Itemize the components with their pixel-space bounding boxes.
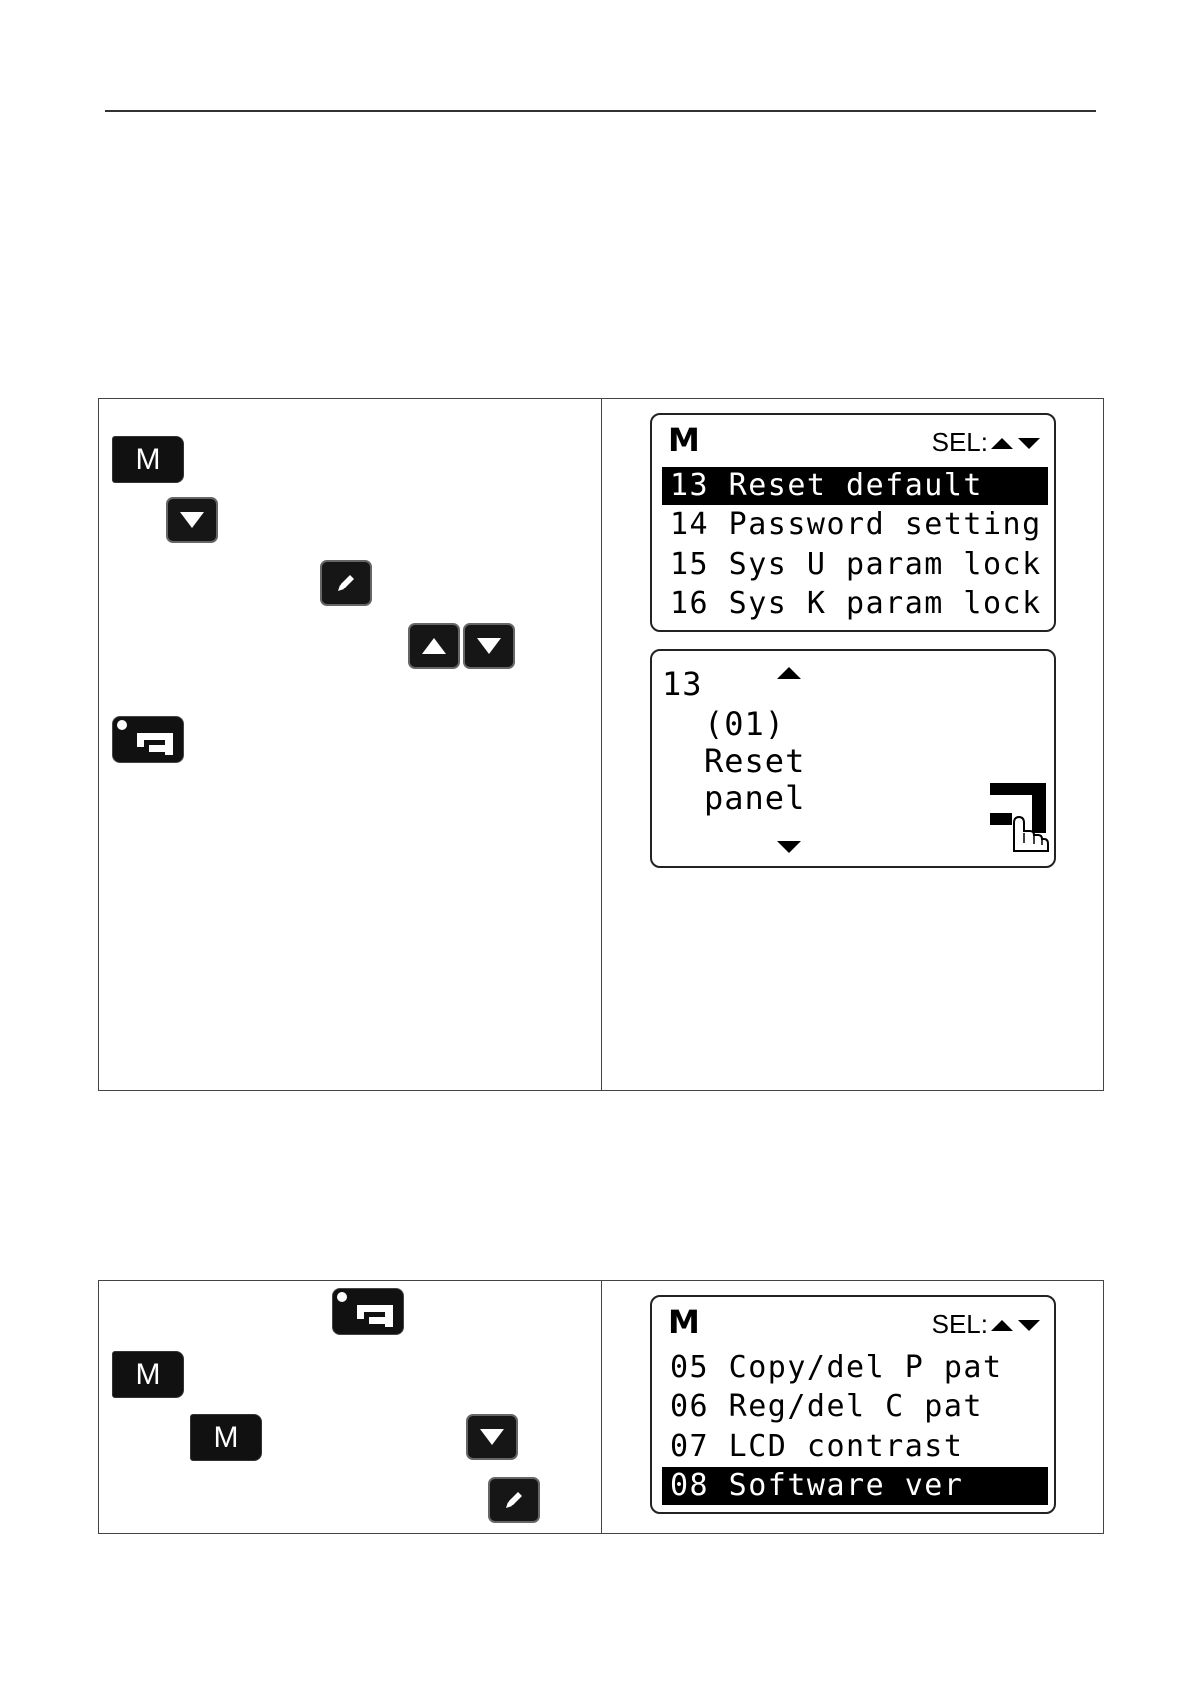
down-arrow-icon bbox=[479, 1427, 505, 1447]
lcd-detail-screen bbox=[650, 649, 1056, 868]
down-key[interactable] bbox=[466, 1414, 518, 1460]
down-arrow-icon bbox=[776, 839, 802, 855]
return-touch-icon[interactable] bbox=[988, 781, 1050, 853]
lcd-menu-screen bbox=[650, 413, 1056, 632]
down-key[interactable] bbox=[463, 623, 515, 669]
menu-row-06[interactable]: 06 Reg/del C pat bbox=[670, 1389, 983, 1424]
sel-label: SEL: bbox=[931, 427, 988, 457]
table-divider bbox=[601, 1281, 602, 1533]
up-down-arrows-icon bbox=[990, 1317, 1042, 1333]
return-icon bbox=[333, 1289, 405, 1336]
return-icon bbox=[113, 717, 185, 764]
header-rule bbox=[105, 110, 1096, 112]
table-divider bbox=[601, 399, 602, 1090]
lcd-menu-screen bbox=[650, 1295, 1056, 1514]
param-desc-line1: Reset bbox=[704, 742, 806, 780]
menu-row-07[interactable]: 07 LCD contrast bbox=[670, 1429, 964, 1464]
param-desc-line2: panel bbox=[704, 779, 806, 817]
down-key[interactable] bbox=[166, 497, 218, 543]
menu-key[interactable]: M bbox=[112, 436, 184, 483]
edit-key[interactable] bbox=[320, 560, 372, 606]
return-key[interactable] bbox=[112, 716, 184, 763]
up-key[interactable] bbox=[408, 623, 460, 669]
param-number: 13 bbox=[662, 665, 703, 703]
up-arrow-icon bbox=[421, 636, 447, 656]
up-down-arrows-icon bbox=[990, 435, 1042, 451]
lcd-sel-indicator bbox=[932, 427, 1042, 458]
menu-key[interactable]: M bbox=[190, 1414, 262, 1461]
menu-row-13[interactable]: 13 Reset default bbox=[662, 467, 1048, 505]
lcd-title: M bbox=[668, 1303, 699, 1341]
return-key[interactable] bbox=[332, 1288, 404, 1335]
menu-row-05[interactable]: 05 Copy/del P pat bbox=[670, 1350, 1003, 1385]
pencil-icon bbox=[333, 570, 359, 596]
edit-key[interactable] bbox=[488, 1477, 540, 1523]
sel-label: SEL: bbox=[931, 1309, 988, 1339]
down-arrow-icon bbox=[476, 636, 502, 656]
pencil-icon bbox=[501, 1487, 527, 1513]
menu-row-08[interactable]: 08 Software ver bbox=[662, 1467, 1048, 1505]
lcd-title: M bbox=[668, 421, 699, 459]
menu-row-14[interactable]: 14 Password setting bbox=[670, 507, 1042, 542]
menu-key[interactable]: M bbox=[112, 1351, 184, 1398]
down-arrow-icon bbox=[179, 510, 205, 530]
menu-row-16[interactable]: 16 Sys K param lock bbox=[670, 586, 1042, 621]
up-arrow-icon bbox=[776, 665, 802, 681]
param-value: (01) bbox=[704, 705, 786, 743]
lcd-sel-indicator bbox=[932, 1309, 1042, 1340]
menu-row-15[interactable]: 15 Sys U param lock bbox=[670, 547, 1042, 582]
